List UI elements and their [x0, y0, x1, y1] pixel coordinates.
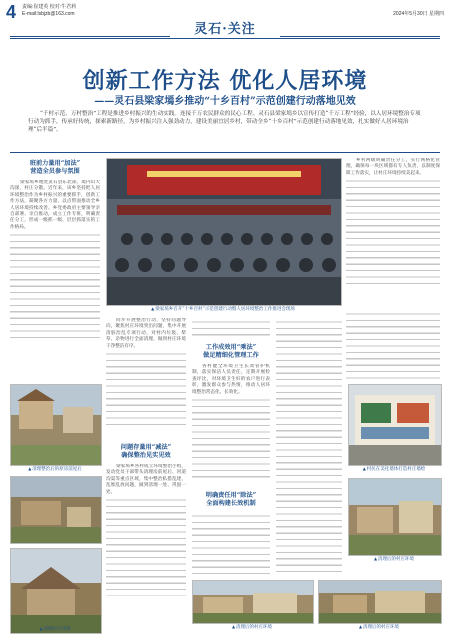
col4-body-2 [346, 310, 440, 380]
col3-body-bottom [192, 512, 270, 574]
col3-heading-3: 明确责任用“除法” [205, 492, 257, 499]
section-title: 灵石·关注 [194, 22, 256, 37]
section-rule-left [10, 36, 170, 37]
col2-body-bottom [106, 464, 186, 602]
article-lead: “千村示范、万村整治”工程是推进乡村振兴的生动实践。连接千万农民群众的民心工程。灵石县梁家墕乡以宣传打造“千万工程”经验，以人居环境整治专项行动为抓手，传承好传统，探索新路径，为乡村振兴注入强劲动力，建设美丽宜居乡村，带动全乡“十乡百村”示范创建行动落地见效，扎实做好人居环境治理“后半篇”。 [28, 111, 421, 133]
col5-body [276, 318, 342, 574]
col3-continuation-text-2 [192, 396, 270, 482]
photo-left-3-image [11, 549, 101, 633]
col4-paragraph: 乡村两级明确责任分工，实行网格化管理，确保每一块区域都有专人负责，以制度保障工作落实，让村庄环境持续美起来。 [346, 158, 440, 176]
col2-heading-2: 确保整治见实见效 [121, 452, 171, 459]
article-headline: 创新工作方法 优化人居环境 [82, 68, 368, 94]
caption-bottom-right: ▲ 清理后的村庄环境 [318, 624, 440, 630]
photo-left-2-image [11, 477, 101, 543]
section-rule-right [280, 36, 440, 37]
photo-left-1 [10, 384, 102, 466]
col4-continuation-text-2 [346, 310, 440, 380]
col1-continuation-text [10, 231, 100, 341]
page-number: 4 [6, 2, 17, 22]
col2-heading-1: 问题存量用“减法” [120, 444, 172, 451]
col2-paragraph-2: 梁家墕乡各村成立环境整治小组，发动党员干部带头清理房前屋后、河道沟渠等重点区域，集中整治私搭乱建、乱堆乱放问题，做到清理一处、巩固一处。 [106, 464, 186, 495]
email-line: E-mail:lsbjzb@163.com [22, 11, 75, 17]
issue-date: 2024年5月30日 星期四 [393, 11, 444, 17]
col3-paragraph-1: 各村健全环境卫生长效管护机制，落实保洁人员责任，定期开展检查评比，对环境卫生好的农户进行表彰，激发群众参与热情，推动人居环境整治常态化、长效化。 [192, 364, 270, 395]
photo-right-2 [348, 478, 442, 556]
photo-bottom-right [318, 580, 442, 624]
col3-continuation-text-3 [192, 512, 270, 574]
photo-bottom-mid [192, 580, 314, 624]
col4-body [346, 158, 440, 304]
caption-center-photo: ▲ 梁家墕乡召开“十乡百村”示范创建行动暨人居环境整治工作推进会现场 [106, 306, 340, 312]
photo-left-2 [10, 476, 102, 544]
masthead-editors [22, 4, 76, 18]
caption-left-2: ▲ 清理村庄环境 [10, 626, 100, 632]
photo-bottom-right-image [319, 581, 441, 623]
col1-heading-1: 班前力量用“加法” [29, 160, 81, 167]
col5-continuation-text [276, 318, 342, 574]
col3-body-mid [192, 364, 270, 486]
photo-right-1 [348, 384, 442, 466]
col1-body [10, 180, 100, 380]
col4-continuation-text [346, 177, 440, 289]
photo-right-2-image [349, 479, 441, 555]
lead-divider [10, 152, 440, 153]
col2-continuation-text-2 [106, 496, 186, 596]
masthead-divider [10, 38, 440, 39]
caption-right-2: ▲ 清理后的村庄环境 [348, 556, 440, 562]
article-subhead: ——灵石县梁家墕乡推动“十乡百村”示范创建行动落地见效 [94, 96, 356, 107]
photo-left-1-image [11, 385, 101, 465]
col3-body-top [192, 318, 270, 340]
col1-heading-2: 营造全员参与氛围 [30, 168, 80, 175]
col2-body-top [106, 318, 186, 438]
col3-heading-4: 全面构建长效机制 [206, 500, 256, 507]
photo-left-3 [10, 548, 102, 634]
caption-left-1: ▲ 清理整治后的原房前屋后 [10, 466, 100, 472]
photo-right-1-image [349, 385, 441, 465]
col1-paragraph: 梁家墕乡地处灵石县东北部，境内山大沟深，村庄分散。近年来，该乡坚持把人居环境整治作为乡村振兴的重要抓手，创新工作方法，凝聚各方力量，以点带面推动全乡人居环境持续改善。乡党委政府主要领导亲自部署、亲自推动，成立工作专班，明确责任分工，形成一级抓一级、层层抓落实的工作格局。 [10, 180, 100, 230]
photo-bottom-mid-image [193, 581, 313, 623]
caption-right-1: ▲ 村民在美化墙体打造村庄墙绘 [348, 466, 440, 472]
col2-paragraph-1: 同步开展整治行动，坚持问题导向，聚焦村庄环境突出问题，集中开展清脏治乱专项行动，对村内垃圾、柴草、杂物进行全面清理，做到村庄环境干净整洁有序。 [106, 318, 186, 349]
photo-meeting [106, 158, 342, 306]
col3-heading-2: 做足精细化管理工作 [203, 352, 259, 359]
editor-line: 责编:崔建英 校对:牛君莉 [22, 4, 77, 10]
col3-continuation-text [192, 318, 270, 340]
col2-continuation-text [106, 350, 186, 430]
caption-bottom-mid: ▲ 清理后的村庄环境 [192, 624, 312, 630]
photo-meeting-image [107, 159, 341, 305]
col3-heading-1: 工作成效用“乘法” [205, 344, 257, 351]
